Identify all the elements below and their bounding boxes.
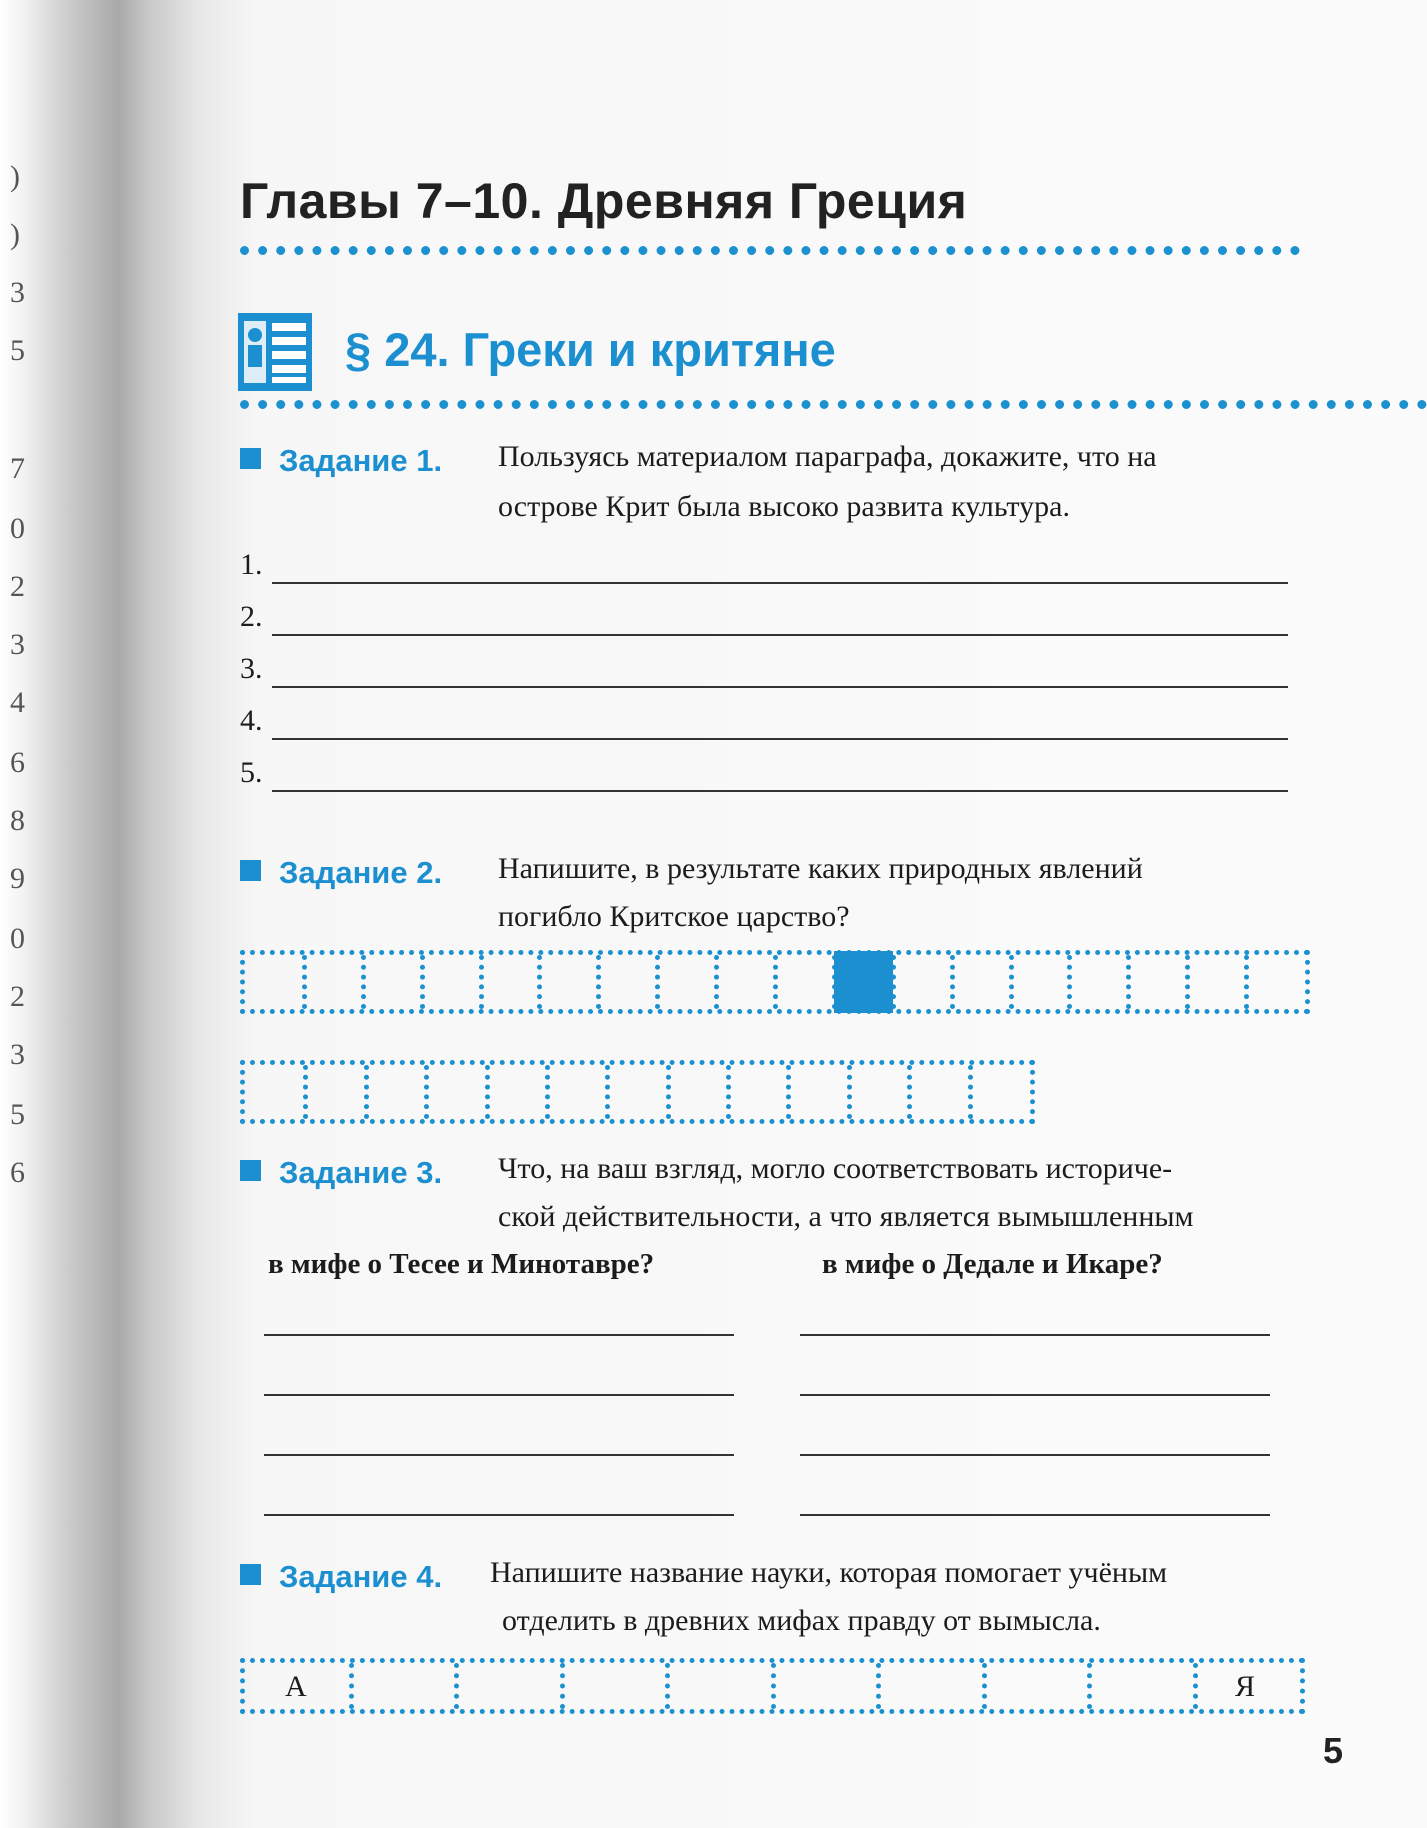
margin-number: 8 [10,804,25,837]
grid-cell-divider [982,1663,987,1709]
task-1-label: Задание 1. [279,443,443,478]
left-answer-line[interactable] [264,1394,734,1396]
grid-cell-divider [1193,1663,1198,1709]
grid-cell-divider [364,1065,369,1119]
task-2-text-line-1: Напишите, в результате каких природных явлений [498,852,1143,885]
grid-cell-divider [454,1663,459,1709]
grid-cell-divider [1087,1663,1092,1709]
task-2-letter-grid-row-1[interactable] [240,950,1310,1014]
task-4-label: Задание 4. [279,1559,443,1594]
margin-number: 3 [10,628,25,661]
answer-line[interactable] [272,582,1288,584]
grid-cell-divider [771,1663,776,1709]
margin-number: 2 [10,570,25,603]
grid-cell-divider [1126,955,1131,1009]
grid-cell-divider [545,1065,550,1119]
margin-number: 2 [10,980,25,1013]
grid-cell-divider [1067,955,1072,1009]
task-square-icon [240,1564,261,1585]
answer-line[interactable] [272,634,1288,636]
task-4-letter-grid[interactable] [240,1658,1305,1714]
grid-cell-divider [596,955,601,1009]
paragraph-title: § 24. Греки и критяне [345,323,836,376]
left-answer-line[interactable] [264,1454,734,1456]
grid-cell-divider [655,955,660,1009]
margin-number: 7 [10,452,25,485]
task-4-heading [240,1552,442,1603]
margin-number: 5 [10,334,25,367]
margin-number: ) [10,160,20,193]
margin-number: 3 [10,1038,25,1071]
right-answer-line[interactable] [800,1514,1270,1516]
task-1-text-line-1: Пользуясь материалом параграфа, докажите, что на [498,440,1157,473]
grid-cell-divider [1185,955,1190,1009]
answer-line[interactable] [272,738,1288,740]
grid-cell-divider [968,1065,973,1119]
task-1-heading [240,436,442,487]
task-3-text-line-1: Что, на ваш взгляд, могло соответствовать историче- [498,1152,1173,1185]
margin-number: 0 [10,512,25,545]
left-answer-line[interactable] [264,1514,734,1516]
task-3-heading [240,1148,442,1199]
left-answer-line[interactable] [264,1334,734,1336]
grid-cell-divider [726,1065,731,1119]
task-4-text-line-2: отделить в древних мифах правду от вымысла. [502,1604,1101,1637]
grid-cell-divider [847,1065,852,1119]
task-square-icon [240,448,261,469]
grid-cell-divider [786,1065,791,1119]
task-square-icon [240,1160,261,1181]
answer-number: 5. [240,756,263,789]
task-3-text-line-2: ской действительности, а что является вымышленным [498,1200,1194,1233]
task-2-heading [240,848,442,899]
task-4-last-letter: Я [1235,1670,1256,1703]
grid-cell-divider [537,955,542,1009]
answer-line[interactable] [272,790,1288,792]
grid-cell-divider [876,1663,881,1709]
answer-number: 1. [240,548,263,581]
grid-cell-divider [303,1065,308,1119]
task-2-label: Задание 2. [279,855,443,890]
grid-cell-divider [773,955,778,1009]
page-number: 5 [1322,1730,1343,1771]
grid-cell-divider [1244,955,1249,1009]
answer-number: 3. [240,652,263,685]
grid-cell-divider [714,955,719,1009]
task-3-label: Задание 3. [279,1155,443,1190]
margin-number: 4 [10,686,25,719]
task-4-first-letter: А [285,1670,307,1703]
margin-number: ) [10,218,20,251]
margin-number: 5 [10,1098,25,1131]
margin-number: 9 [10,862,25,895]
grid-filled-cell [834,951,893,1013]
right-answer-line[interactable] [800,1394,1270,1396]
answer-number: 4. [240,704,263,737]
grid-cell-divider [950,955,955,1009]
chapter-title: Главы 7–10. Древняя Греция [240,173,968,229]
grid-cell-divider [361,955,366,1009]
grid-cell-divider [349,1663,354,1709]
answer-line[interactable] [272,686,1288,688]
grid-cell-divider [302,955,307,1009]
grid-cell-divider [479,955,484,1009]
chapter-dotted-rule [240,246,1300,255]
grid-cell-divider [665,1663,670,1709]
grid-cell-divider [1009,955,1014,1009]
grid-cell-divider [560,1663,565,1709]
grid-cell-divider [666,1065,671,1119]
margin-number: 6 [10,746,25,779]
grid-cell-divider [424,1065,429,1119]
answer-number: 2. [240,600,263,633]
task-2-text-line-2: погибло Критское царство? [498,900,850,933]
grid-cell-divider [605,1065,610,1119]
right-answer-line[interactable] [800,1334,1270,1336]
task-1-text-line-2: острове Крит была высоко развита культура. [498,490,1070,523]
margin-number: 0 [10,922,25,955]
task-3-left-column-heading: в мифе о Тесее и Минотавре? [268,1248,655,1280]
paragraph-dotted-rule [240,400,1427,409]
grid-cell-divider [420,955,425,1009]
paragraph-book-icon [238,313,312,391]
margin-number: 6 [10,1156,25,1189]
grid-cell-divider [907,1065,912,1119]
margin-number: 3 [10,276,25,309]
right-answer-line[interactable] [800,1454,1270,1456]
task-square-icon [240,860,261,881]
task-2-letter-grid-row-2[interactable] [240,1060,1035,1124]
task-3-right-column-heading: в мифе о Дедале и Икаре? [822,1248,1163,1280]
grid-cell-divider [485,1065,490,1119]
task-4-text-line-1: Напишите название науки, которая помогает учёным [490,1556,1168,1589]
